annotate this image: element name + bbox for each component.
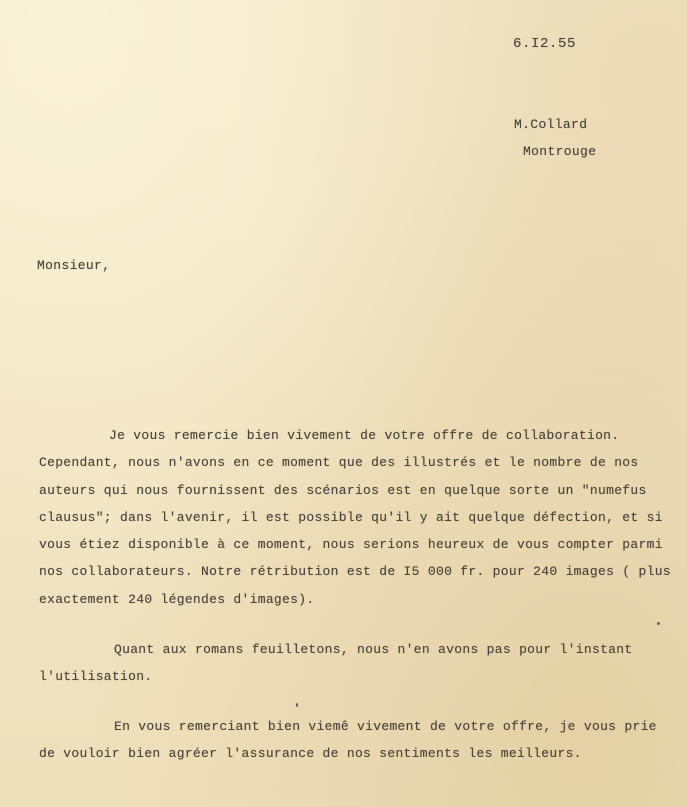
paper-speck <box>296 703 298 707</box>
paragraph-line: Je vous remercie bien vivement de votre offre de collaboration. <box>109 428 620 443</box>
salutation: Monsieur, <box>37 258 111 273</box>
paragraph-line: l'utilisation. <box>39 669 153 685</box>
paragraph-line: exactement 240 légendes d'images). <box>39 591 315 607</box>
paragraph-closing <box>39 713 679 768</box>
paragraph-line: de vouloir bien agréer l'assurance de nos sentiments les meilleurs. <box>39 746 582 762</box>
paragraph-line: nos collaborateurs. Notre rétribution est de I5 000 fr. pour 240 images ( plus <box>39 564 671 580</box>
paragraph-collaboration-offer <box>39 422 679 613</box>
paragraph-line: En vous remerciant bien viemê vivement de votre offre, je vous prie <box>114 719 657 734</box>
paragraph-romans-feuilletons <box>39 636 679 691</box>
recipient-name: M.Collard <box>514 117 588 132</box>
paragraph-line: Cependant, nous n'avons en ce moment que des illustrés et le nombre de nos <box>39 455 639 471</box>
paragraph-line: Quant aux romans feuilletons, nous n'en avons pas pour l'instant <box>114 642 633 657</box>
letter-date: 6.I2.55 <box>513 36 577 52</box>
paper-speck <box>657 622 660 625</box>
recipient-city: Montrouge <box>523 144 597 159</box>
paragraph-line: clausus"; dans l'avenir, il est possible qu'il y ait quelque défection, et si <box>39 509 663 525</box>
paragraph-line: auteurs qui nous fournissent des scénarios est en quelque sorte un "numefus <box>39 482 647 498</box>
paragraph-line: vous étiez disponible à ce moment, nous serions heureux de vous compter parmi <box>39 537 663 553</box>
